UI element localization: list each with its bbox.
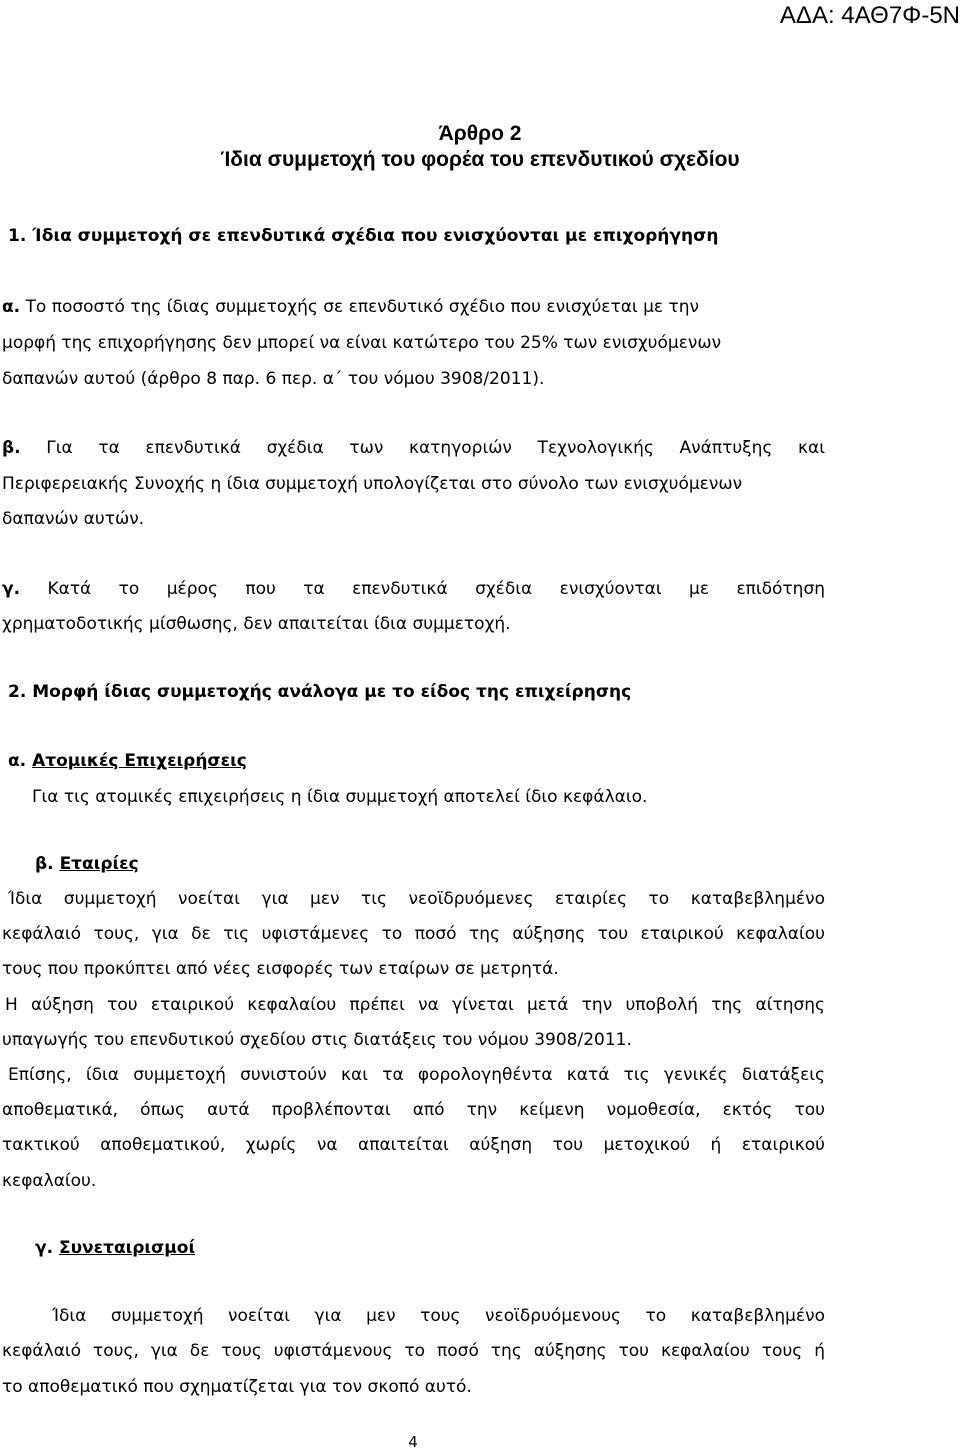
subsection-b-line-5: υπαγωγής του επενδυτικού σχεδίου στις διατάξεις του νόμου 3908/2011. — [2, 1030, 632, 1050]
subsection-b-marker: β. — [35, 854, 54, 874]
ada-code: ΑΔΑ: 4ΑΘ7Φ-5Ν — [779, 2, 960, 29]
article-title: Ίδια συμμετοχή του φορέα του επενδυτικού σχεδίου — [220, 148, 740, 171]
subsection-b-line-2: κεφάλαιό τους, για δε τις υφιστάμενες το ποσό της αύξησης του εταιρικού κεφαλαίου — [2, 924, 825, 944]
paragraph-b-marker: β. — [2, 438, 21, 458]
paragraph-c-line-2: χρηματοδοτικής μίσθωσης, δεν απαιτείται ίδια συμμετοχή. — [2, 614, 511, 634]
paragraph-a-marker: α. — [2, 297, 21, 317]
subsection-b-line-6: Επίσης, ίδια συμμετοχή συνιστούν και τα φορολογηθέντα κατά τις γενικές διατάξεις — [8, 1065, 825, 1085]
subsection-a-heading — [8, 750, 247, 772]
paragraph-b-line-2: Περιφερειακής Συνοχής η ίδια συμμετοχή υπολογίζεται στο σύνολο των ενισχυόμενων — [2, 474, 743, 494]
paragraph-c-marker: γ. — [2, 579, 21, 599]
subsection-b-line-3: τους που προκύπτει από νέες εισφορές των εταίρων σε μετρητά. — [2, 959, 559, 979]
subsection-a-marker: α. — [8, 751, 27, 771]
paragraph-b-line-1-text: Για τα επενδυτικά σχέδια των κατηγοριών Τεχνολογικής Ανάπτυξης και — [20, 438, 825, 458]
paragraph-a-line-3: δαπανών αυτού (άρθρο 8 παρ. 6 περ. α΄ του νόμου 3908/2011). — [2, 369, 545, 389]
subsection-b-line-9: κεφαλαίου. — [2, 1171, 97, 1191]
paragraph-a-line-2: μορφή της επιχορήγησης δεν μπορεί να είναι κατώτερο του 25% των ενισχυόμενων — [2, 333, 722, 353]
subsection-c-line-3: το αποθεματικό που σχηματίζεται για τον σκοπό αυτό. — [2, 1377, 472, 1397]
paragraph-c-line-1 — [2, 578, 825, 600]
article-number: Άρθρο 2 — [438, 122, 522, 145]
paragraph-b-line-1 — [2, 437, 825, 459]
subsection-c-heading — [35, 1237, 195, 1259]
paragraph-c-line-1-text: Κατά το μέρος που τα επενδυτικά σχέδια ενισχύονται με επιδότηση — [20, 579, 825, 599]
subsection-c-marker: γ. — [35, 1238, 54, 1258]
section-2-heading: 2. Μορφή ίδιας συμμετοχής ανάλογα με το είδος της επιχείρησης — [8, 682, 632, 702]
paragraph-a-line-1 — [2, 296, 825, 318]
subsection-a-title: Ατομικές Επιχειρήσεις — [32, 751, 247, 771]
subsection-c-title: Συνεταιρισμοί — [58, 1238, 196, 1258]
subsection-b-title: Εταιρίες — [59, 854, 139, 874]
section-1-heading: 1. Ίδια συμμετοχή σε επενδυτικά σχέδια που ενισχύονται με επιχορήγηση — [8, 226, 719, 246]
paragraph-b-line-3: δαπανών αυτών. — [2, 509, 145, 529]
subsection-b-line-8: τακτικού αποθεματικού, χωρίς να απαιτείται αύξηση του μετοχικού ή εταιρικού — [2, 1135, 825, 1155]
subsection-b-line-7: αποθεματικά, όπως αυτά προβλέπονται από την κείμενη νομοθεσία, εκτός του — [2, 1100, 825, 1120]
paragraph-a-line-1-text: Το ποσοστό της ίδιας συμμετοχής σε επενδυτικό σχέδιο που ενισχύεται με την — [20, 297, 699, 317]
subsection-a-text: Για τις ατομικές επιχειρήσεις η ίδια συμμετοχή αποτελεί ίδιο κεφάλαιο. — [32, 787, 648, 807]
subsection-c-line-1: Ίδια συμμετοχή νοείται για μεν τους νεοϊδρυόμενους το καταβεβλημένο — [52, 1306, 825, 1326]
subsection-b-heading — [35, 853, 139, 875]
page-number: 4 — [408, 1433, 418, 1451]
subsection-b-line-1: Ίδια συμμετοχή νοείται για μεν τις νεοϊδρυόμενες εταιρίες το καταβεβλημένο — [8, 889, 825, 909]
subsection-c-line-2: κεφάλαιό τους, για δε τους υφιστάμενους το ποσό της αύξησης του κεφαλαίου τους ή — [2, 1341, 825, 1361]
subsection-b-line-4: Η αύξηση του εταιρικού κεφαλαίου πρέπει να γίνεται μετά την υποβολή της αίτησης — [5, 995, 825, 1015]
